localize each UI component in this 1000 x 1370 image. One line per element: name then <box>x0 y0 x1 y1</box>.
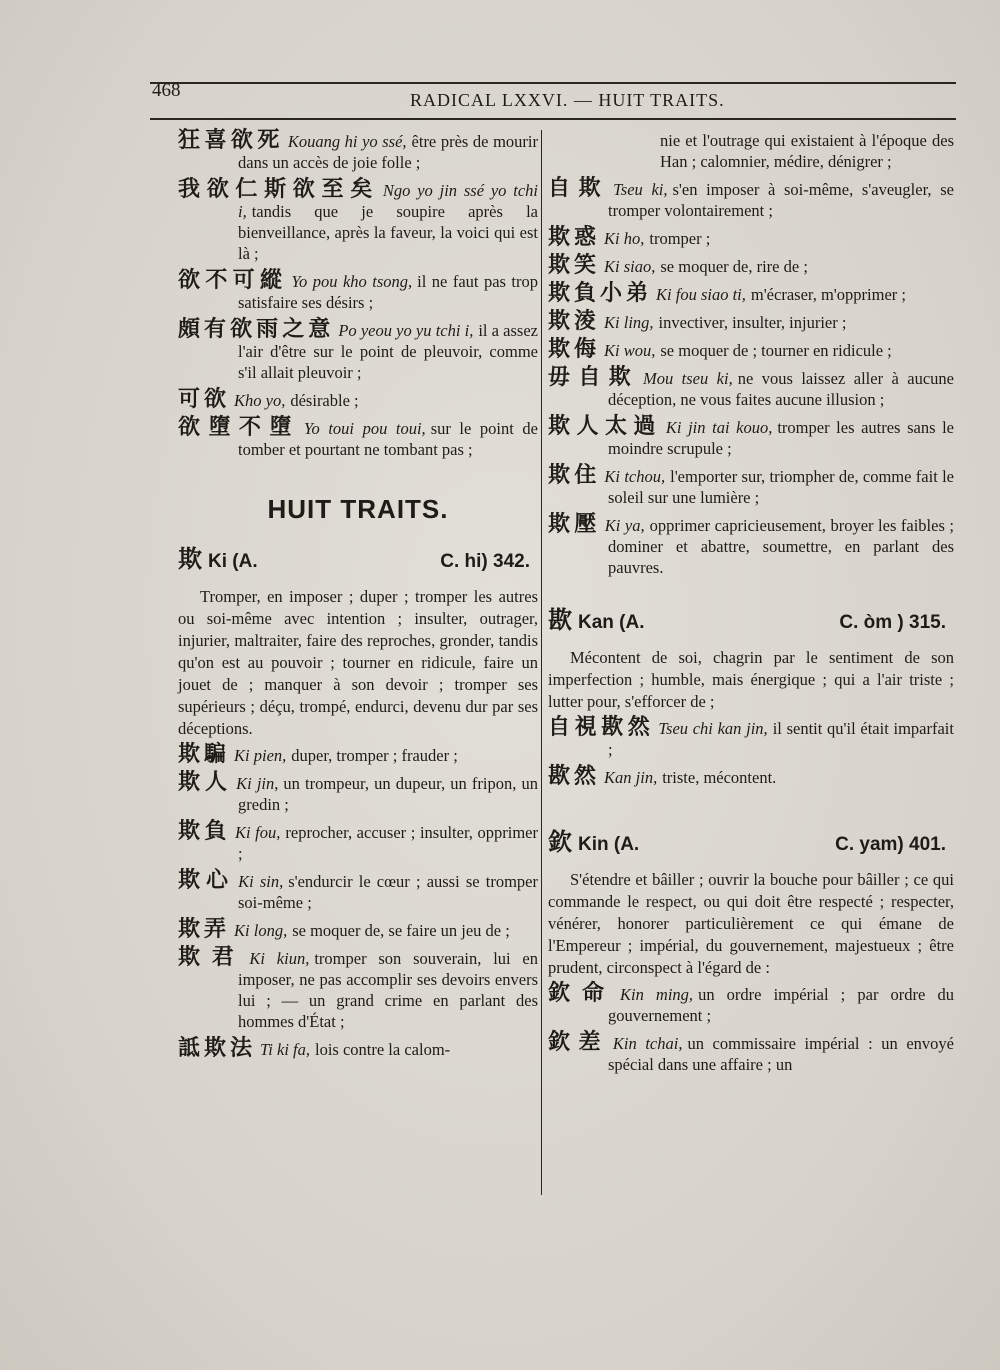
entry-definition: ne vous laissez aller à aucune déception, ne vous faites aucune illusion ; <box>608 369 954 409</box>
entry-romanization: Ngo yo jin ssé yo tchi i, <box>238 181 538 221</box>
entry-hanzi: 欺惑 <box>548 225 601 250</box>
entry-definition: l'emporter sur, triompher de, comme fait le soleil sur une lumière ; <box>608 467 955 507</box>
entry-romanization: Kan jin, <box>604 768 658 787</box>
entry-hanzi: 欺騙 <box>178 742 231 767</box>
continuation-text: nie et l'outrage qui existaient à l'époque des Han ; calomnier, médire, dénigrer ; <box>660 131 954 171</box>
heading-char: 欽 <box>548 829 572 856</box>
dictionary-entry <box>548 416 954 459</box>
entry-romanization: Yo toui pou toui, <box>303 419 426 438</box>
dictionary-entry <box>178 919 538 941</box>
entry-hanzi: 自欺 <box>548 176 610 201</box>
entry-hanzi: 自視歁然 <box>548 715 655 740</box>
entry-romanization: Ki sin, <box>238 872 284 891</box>
entry-hanzi: 欺負小弟 <box>548 281 653 306</box>
page-number: 468 <box>152 80 181 101</box>
heading-ref: C. òm ) 315. <box>839 612 946 633</box>
entry-definition: il sentit qu'il était imparfait ; <box>608 719 954 759</box>
left-entries-bottom <box>178 744 538 1060</box>
entry-definition: il a assez l'air d'être sur le point de pleuvoir, comme s'il allait pleuvoir ; <box>238 321 538 382</box>
entry-definition: se moquer de, rire de ; <box>660 257 808 276</box>
entry-hanzi: 欲不可縱 <box>178 268 288 293</box>
entry-hanzi: 欺壓 <box>548 512 601 537</box>
definition-paragraph: Mécontent de soi, chagrin par le sentiment de son imperfection ; humble, mais énergique ; qui a l'air triste ; lutter pour, s'efforcer de ; <box>548 648 954 711</box>
dictionary-entry <box>548 983 954 1026</box>
dictionary-entry <box>548 1032 954 1075</box>
char-heading-ki <box>178 539 538 574</box>
dictionary-entry <box>178 870 538 913</box>
dictionary-entry <box>548 178 954 221</box>
entry-romanization: Tseu ki, <box>613 180 668 199</box>
char-heading-kin <box>548 822 954 857</box>
dictionary-entry <box>178 744 538 766</box>
entry-definition: tandis que je soupire après la bienveillance, après la faveur, la voici qui est là ; <box>238 202 538 263</box>
entry-romanization: Kho yo, <box>234 391 286 410</box>
entry-hanzi: 欺人 <box>178 770 233 795</box>
dictionary-entry <box>548 311 954 333</box>
dictionary-entry <box>548 717 954 760</box>
heading-char: 欺 <box>178 546 202 573</box>
entry-definition: tromper son souverain, lui en imposer, ne pas accomplir ses devoirs envers lui ; — un grand crime en parlant des hommes d'État ; <box>238 949 538 1031</box>
entry-definition: triste, mécontent. <box>662 768 777 787</box>
heading-ref: C. hi) 342. <box>440 551 530 572</box>
entry-romanization: Tseu chi kan jin, <box>658 719 768 738</box>
dictionary-entry <box>178 389 538 411</box>
header-rule-top <box>150 82 956 84</box>
entry-hanzi: 欺負 <box>178 819 231 844</box>
header-rule-bottom <box>150 118 956 120</box>
right-entries-bottom <box>548 983 954 1075</box>
dictionary-entry <box>178 319 538 383</box>
entry-hanzi: 可欲 <box>178 387 231 412</box>
entry-definition: s'en imposer à soi-même, s'aveugler, se tromper volontairement ; <box>608 180 954 220</box>
entry-romanization: Po yeou yo yu tchi i, <box>338 321 474 340</box>
entry-definition: il ne faut pas trop satisfaire ses désirs ; <box>238 272 538 312</box>
heading-ref: C. yam) 401. <box>835 834 946 855</box>
entry-definition: invectiver, insulter, injurier ; <box>658 313 847 332</box>
char-heading-kan <box>548 600 954 635</box>
heading-char: 歁 <box>548 607 572 634</box>
dictionary-entry <box>178 130 538 173</box>
entry-definition: opprimer capricieusement, broyer les faibles ; dominer et abattre, soumettre, en parlant des pauvres. <box>608 516 954 577</box>
entry-romanization: Ki ya, <box>604 516 645 535</box>
dictionary-entry <box>548 255 954 277</box>
entry-definition: un commissaire impérial : un envoyé spécial dans une affaire ; un <box>608 1034 954 1074</box>
heading-label: Ki (A. <box>208 551 258 572</box>
entry-definition: tromper les autres sans le moindre scrupule ; <box>608 418 955 458</box>
entry-definition: sur le point de tomber et pourtant ne tombant pas ; <box>238 419 538 459</box>
entry-romanization: Ki siao, <box>604 257 656 276</box>
entry-romanization: Yo pou kho tsong, <box>291 272 413 291</box>
running-title: RADICAL LXXVI. — HUIT TRAITS. <box>410 90 725 110</box>
entry-definition: reprocher, accuser ; insulter, opprimer ; <box>238 823 538 863</box>
entry-hanzi: 欲墮不墮 <box>178 415 300 440</box>
entry-definition: être près de mourir dans un accès de joie folle ; <box>238 132 538 172</box>
entry-romanization: Kin tchai, <box>612 1034 683 1053</box>
dictionary-entry <box>548 339 954 361</box>
definition-paragraph: S'étendre et bâiller ; ouvrir la bouche pour bâiller ; ce qui commande le respect, ou qui doit être respecté ; respecter, vénérer, honorer particulièrement ce qui émane de l'Empereur ; impérial, du gouvernement, majestueux ; être prudent, circonspect à l'égard de : <box>548 870 954 977</box>
entry-definition: se moquer de, se faire un jeu de ; <box>292 921 510 940</box>
dictionary-entry <box>178 947 538 1032</box>
entry-romanization: Ki ho, <box>604 229 645 248</box>
dictionary-entry <box>178 270 538 313</box>
entry-definition: un trompeur, un dupeur, un fripon, un gredin ; <box>238 774 538 814</box>
definition-paragraph: Tromper, en imposer ; duper ; tromper les autres ou soi-même avec intention ; insulter, outrager, injurier, maltraiter, faire des reproches, gronder, tandis qu'on est au pouvoir ; tourner en ridicule, faire un jouet de ; manquer à son devoir ; tromper ses supérieurs ; déçu, trompé, endurci, devenu dur par ses déceptions. <box>178 587 538 738</box>
entry-romanization: Ki jin tai kouo, <box>665 418 773 437</box>
right-entries-top <box>548 178 954 578</box>
entry-hanzi: 詆欺法 <box>178 1036 257 1061</box>
entry-hanzi: 我欲仁斯欲至矣 <box>178 177 379 202</box>
entry-definition: désirable ; <box>290 391 359 410</box>
entry-hanzi: 歁然 <box>548 764 601 789</box>
entry-definition: m'écraser, m'opprimer ; <box>750 285 906 304</box>
heading-label: Kin (A. <box>578 834 640 855</box>
heading-label: Kan (A. <box>578 612 645 633</box>
entry-romanization: Kouang hi yo ssé, <box>287 132 407 151</box>
dictionary-entry <box>548 227 954 249</box>
entry-definition: lois contre la calom- <box>314 1040 451 1059</box>
right-entries-mid <box>548 717 954 788</box>
dictionary-entry <box>178 417 538 460</box>
entry-definition: un ordre impérial ; par ordre du gouvernement ; <box>608 985 954 1025</box>
dictionary-entry <box>178 772 538 815</box>
entry-definition: se moquer de ; tourner en ridicule ; <box>660 341 892 360</box>
entry-hanzi: 欽差 <box>548 1030 609 1055</box>
dictionary-entry <box>178 1038 538 1060</box>
entry-hanzi: 欺住 <box>548 463 601 488</box>
entry-hanzi: 頗有欲雨之意 <box>178 317 335 342</box>
entry-hanzi: 欺侮 <box>548 337 601 362</box>
entry-romanization: Ki ling, <box>604 313 654 332</box>
column-divider <box>541 130 542 1195</box>
entry-romanization: Ki wou, <box>604 341 656 360</box>
left-entries-top <box>178 130 538 460</box>
dictionary-entry <box>548 367 954 410</box>
entry-definition: tromper ; <box>649 229 711 248</box>
entry-definition: s'endurcir le cœur ; aussi se tromper soi-même ; <box>238 872 538 912</box>
entry-romanization: Ki kiun, <box>249 949 310 968</box>
entry-romanization: Ki tchou, <box>604 467 666 486</box>
entry-romanization: Mou tseu ki, <box>642 369 733 388</box>
entry-romanization: Ki fou, <box>234 823 281 842</box>
entry-romanization: Kin ming, <box>619 985 694 1004</box>
entry-hanzi: 欺弄 <box>178 917 231 942</box>
dictionary-entry <box>178 179 538 264</box>
entry-romanization: Ti ki fa, <box>260 1040 310 1059</box>
entry-hanzi: 欽命 <box>548 981 616 1006</box>
dictionary-entry <box>548 283 954 305</box>
section-title: HUIT TRAITS. <box>267 494 449 524</box>
entry-romanization: Ki jin, <box>236 774 279 793</box>
entry-hanzi: 欺君 <box>178 945 246 970</box>
right-column <box>548 130 954 1081</box>
entry-hanzi: 狂喜欲死 <box>178 128 284 153</box>
entry-hanzi: 毋自欺 <box>548 365 639 390</box>
entry-definition: duper, tromper ; frauder ; <box>291 746 458 765</box>
dictionary-entry <box>548 514 954 578</box>
entry-hanzi: 欺人太過 <box>548 414 662 439</box>
entry-hanzi: 欺心 <box>178 868 235 893</box>
entry-romanization: Ki long, <box>234 921 288 940</box>
dictionary-entry <box>548 766 954 788</box>
entry-hanzi: 欺淩 <box>548 309 601 334</box>
entry-romanization: Ki pien, <box>234 746 287 765</box>
left-column <box>178 130 538 1066</box>
entry-hanzi: 欺笑 <box>548 253 601 278</box>
dictionary-entry <box>548 465 954 508</box>
entry-romanization: Ki fou siao ti, <box>656 285 746 304</box>
dictionary-entry <box>178 821 538 864</box>
